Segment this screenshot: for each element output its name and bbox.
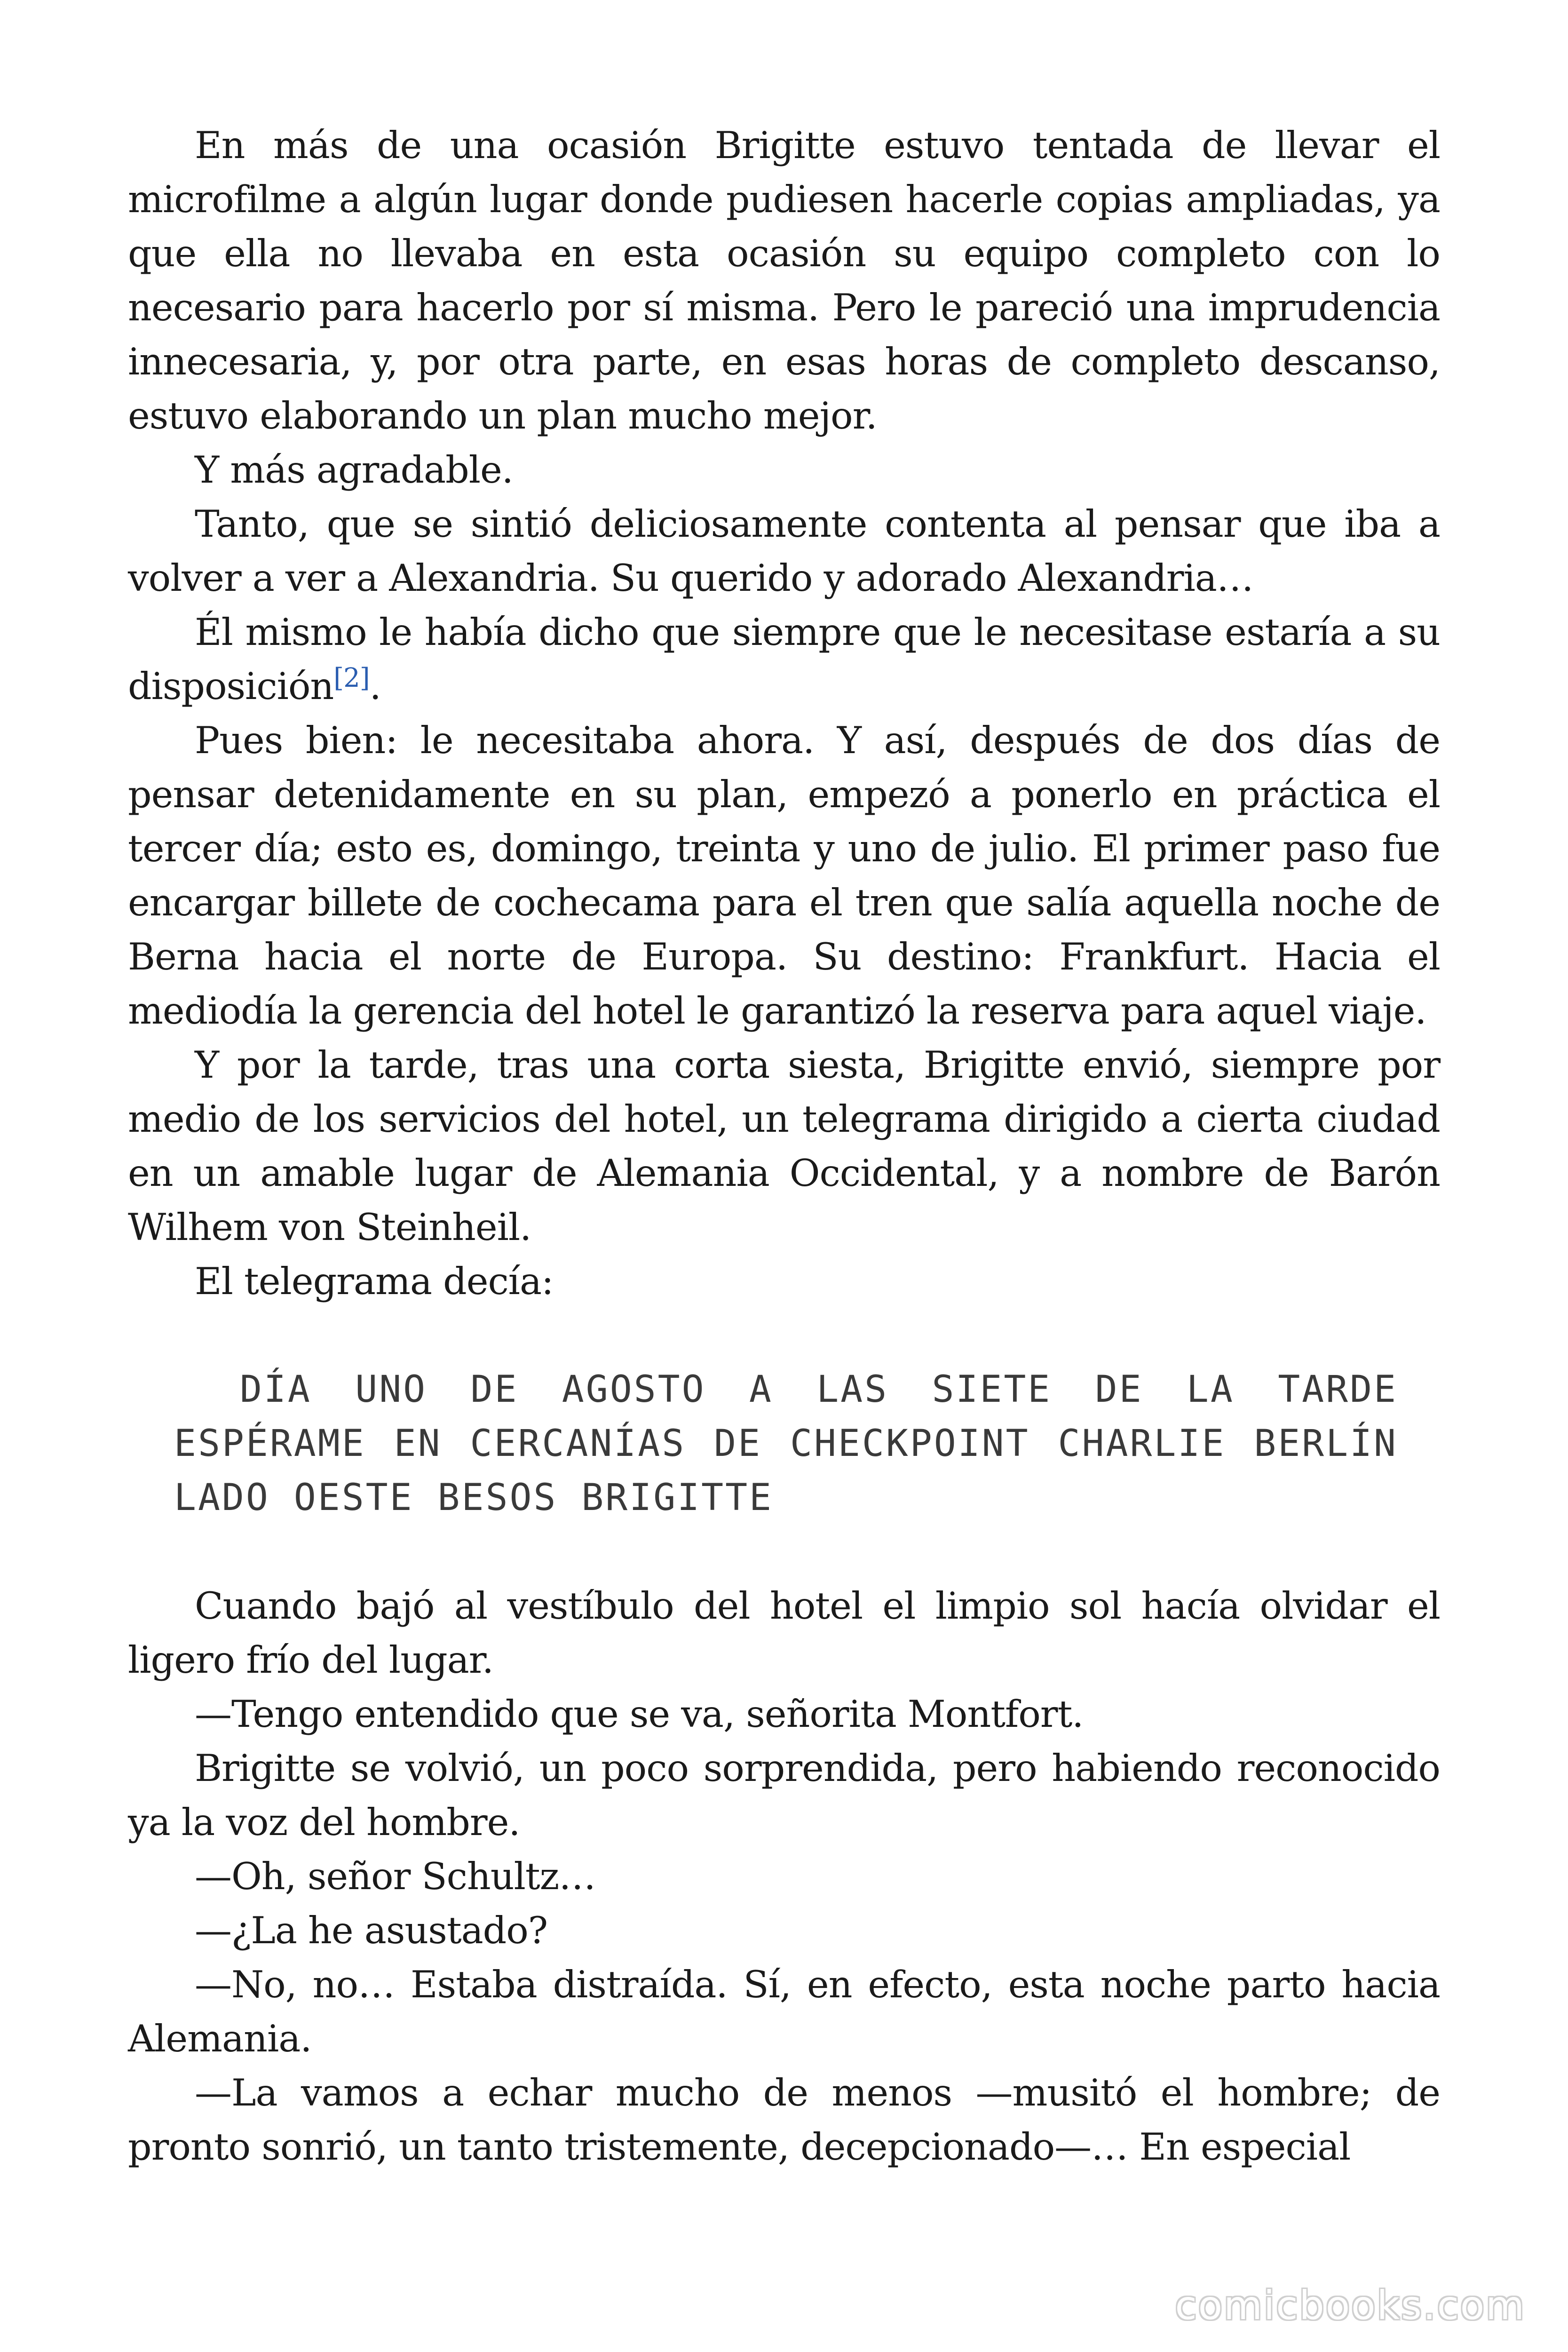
paragraph-9: Cuando bajó al vestíbulo del hotel el limpio sol hacía olvidar el ligero frío del lugar.: [128, 1584, 1440, 1682]
paragraph-footnote-text: Él mismo le había dicho que siempre que le necesitase estaría a su disposición: [128, 611, 1440, 708]
paragraph-12: —Oh, señor Schultz…: [195, 1855, 596, 1898]
paragraph-7: El telegrama decía:: [195, 1260, 554, 1303]
watermark: comicbooks.com: [1175, 2282, 1526, 2328]
paragraph-6: Y por la tarde, tras una corta siesta, Brigitte envió, siempre por medio de los servicios del hotel, un telegrama dirigido a cierta ciudad en un amable lugar de Alemania Occidental, y a nombre de Barón Wilhem von Steinheil.: [128, 1043, 1440, 1249]
paragraph-1: En más de una ocasión Brigitte estuvo tentada de llevar el microfilme a algún lugar donde pudiesen hacerle copias ampliadas, ya que ella no llevaba en esta ocasión su equipo completo con lo necesario para hacerlo por sí misma. Pero le pareció una imprudencia innecesaria, y, por otra parte, en esas horas de completo descanso, estuvo elaborando un plan mucho mejor.: [128, 124, 1440, 437]
paragraph-14: —No, no… Estaba distraída. Sí, en efecto, esta noche parto hacia Alemania.: [128, 1963, 1440, 2060]
paragraph-10: —Tengo entendido que se va, señorita Montfort.: [195, 1692, 1084, 1736]
book-page: [128, 119, 1440, 2174]
paragraph-footnote: [128, 605, 1440, 714]
paragraph-5: Pues bien: le necesitaba ahora. Y así, después de dos días de pensar detenidamente en su plan, empezó a ponerlo en práctica el tercer día; esto es, domingo, treinta y uno de julio. El primer paso fue encargar billete de cochecama para el tren que salía aquella noche de Berna hacia el norte de Europa. Su destino: Frankfurt. Hacia el mediodía la gerencia del hotel le garantizó la reserva para aquel viaje.: [128, 719, 1440, 1033]
paragraph-11: Brigitte se volvió, un poco sorprendida, pero habiendo reconocido ya la voz del hombre.: [128, 1747, 1440, 1844]
paragraph-13: —¿La he asustado?: [195, 1909, 548, 1952]
paragraph-3: Tanto, que se sintió deliciosamente contenta al pensar que iba a volver a ver a Alexandria. Su querido y adorado Alexandria…: [128, 502, 1440, 600]
footnote-reference-link[interactable]: [2]: [333, 663, 370, 693]
paragraph-2: Y más agradable.: [195, 448, 513, 492]
paragraph-15: —La vamos a echar mucho de menos —musitó el hombre; de pronto sonrió, un tanto tristemente, decepcionado—… En especial: [128, 2071, 1440, 2169]
paragraph-footnote-end: .: [369, 665, 381, 708]
telegram-block: DÍA UNO DE AGOSTO A LAS SIETE DE LA TARDE ESPÉRAME EN CERCANÍAS DE CHECKPOINT CHARLIE BERLÍN LADO OESTE BESOS BRIGITTE: [174, 1368, 1398, 1519]
